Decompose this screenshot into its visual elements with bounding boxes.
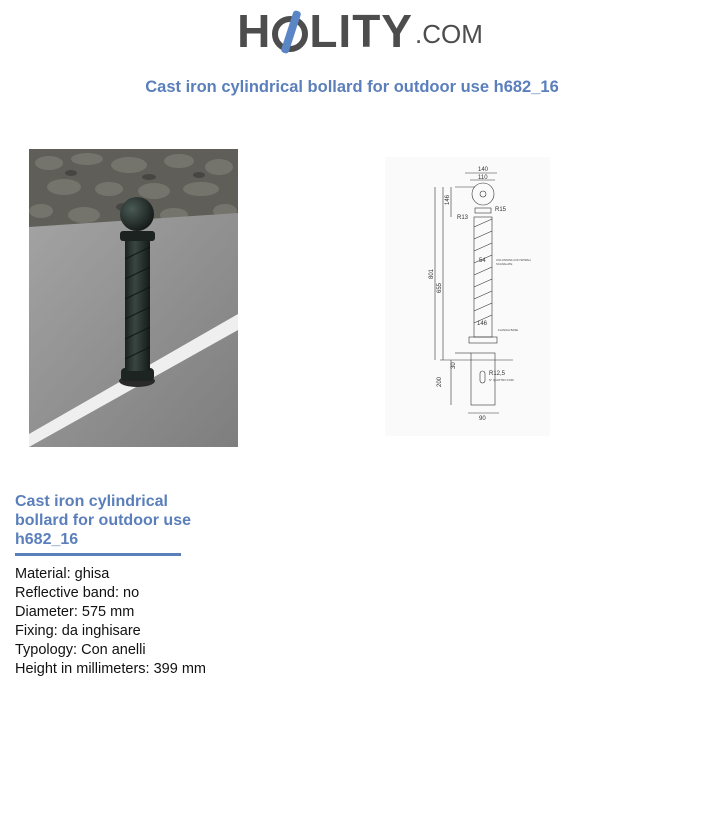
dim-r15: R15 [495,207,507,213]
dim-200: 200 [437,376,443,387]
bollard-dimension-drawing [385,157,550,436]
spec-value: Con anelli [81,642,146,658]
dim-655: 655 [437,282,443,293]
bollard-photo-image [29,149,238,447]
dim-801: 801 [429,268,435,279]
spec-fixing [15,622,206,641]
product-title: Cast iron cylindrical bollard for outdoor use h682_16 [15,493,191,548]
dim-140: 140 [478,167,489,173]
spec-reflective-band [15,584,206,603]
note-flange: FLANGIA BASE [498,328,519,332]
logo-text-h: H [237,5,272,57]
dim-r12-5: R12,5 [489,371,506,377]
spec-value: ghisa [74,566,110,582]
dim-90: 90 [479,416,486,422]
dim-r13: R13 [457,215,469,221]
spec-typology [15,641,206,660]
note-grooved: SCANALATE [496,262,513,266]
spec-height [15,660,206,679]
dim-146: 146 [445,194,451,205]
logo-text-rest: LITY [309,5,413,57]
dim-110: 110 [478,175,488,181]
spec-label: Diameter: [15,604,78,620]
dim-54: 54 [479,258,486,264]
spec-material [15,565,206,584]
spec-label: Material: [15,566,71,582]
spec-label: Reflective band: [15,585,119,601]
spec-value: da inghisare [61,623,141,639]
spec-list [15,565,206,679]
spec-value: 575 mm [81,604,135,620]
page-subtitle: Cast iron cylindrical bollard for outdoor use h682_16 [145,78,559,96]
title-divider [15,553,181,556]
product-photo [29,149,238,447]
spec-label: Fixing: [15,623,58,639]
technical-drawing [385,157,550,436]
dim-30: 30 [451,362,457,369]
spec-label: Typology: [15,642,78,658]
logo-o-mark-icon [272,16,308,52]
logo-suffix: .COM [415,19,483,49]
site-logo[interactable] [0,5,720,70]
note-holes: N° QUATTRO FORI [489,378,514,382]
spec-diameter [15,603,206,622]
dim-146-flange: 146 [477,321,488,327]
spec-value: 399 mm [153,661,206,677]
spec-label: Height in millimeters: [15,661,150,677]
note-spiral: COLONNINA CON SPIRALI [496,258,531,262]
spec-value: no [123,585,140,601]
